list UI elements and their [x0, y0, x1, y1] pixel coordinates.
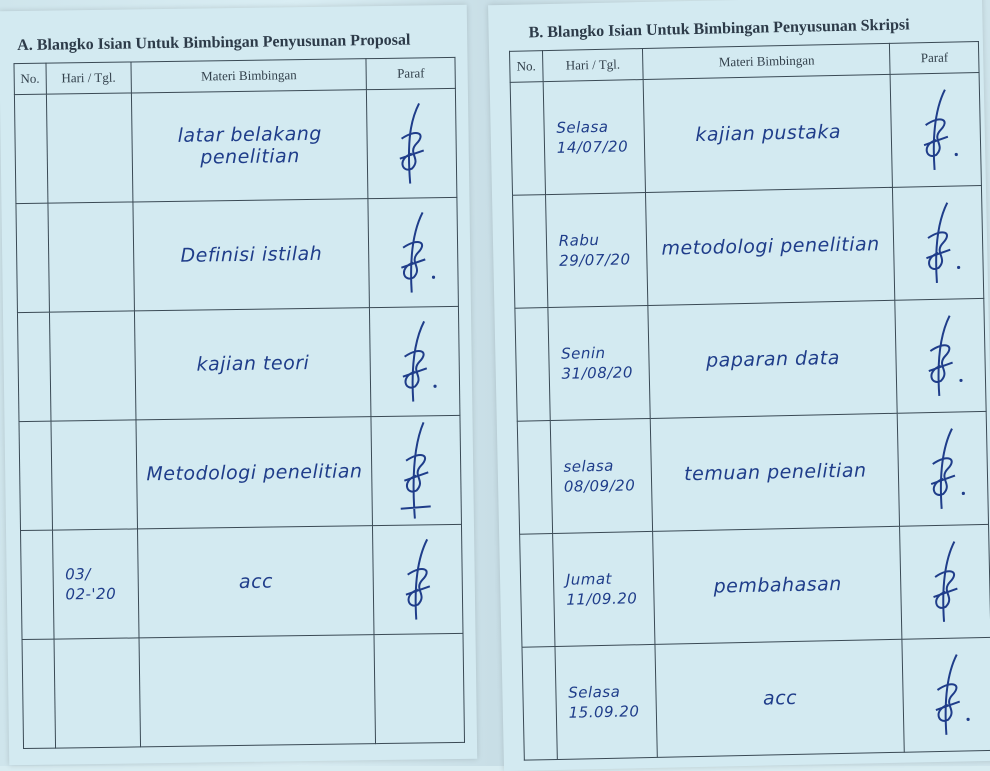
row-materi: acc — [138, 526, 375, 638]
table-row — [17, 306, 459, 421]
row-date — [52, 529, 139, 639]
row-date — [48, 202, 135, 312]
header-date: Hari / Tgl. — [542, 49, 643, 82]
signature-icon — [367, 88, 457, 198]
signature-icon — [370, 306, 460, 416]
row-date — [49, 311, 136, 421]
row-materi: Metodologi penelitian — [136, 417, 373, 529]
row-date — [555, 644, 658, 759]
row-date — [46, 93, 133, 203]
row-no — [21, 530, 54, 639]
row-date-line1: 03/ — [65, 564, 91, 584]
table-row — [21, 524, 463, 639]
row-materi: temuan penelitian — [651, 413, 900, 531]
row-date — [54, 638, 141, 748]
table-row — [515, 298, 986, 421]
header-paraf: Paraf — [890, 41, 979, 74]
row-materi: pembahasan — [653, 526, 902, 644]
table-row — [520, 524, 990, 647]
row-no — [22, 639, 55, 748]
row-no — [522, 647, 557, 761]
row-no — [17, 312, 50, 421]
header-no: No. — [510, 51, 543, 83]
row-materi: acc — [655, 639, 904, 757]
table-row — [510, 72, 981, 195]
row-materi: latar belakang penelitian — [132, 90, 369, 202]
table-row — [22, 633, 464, 748]
row-date — [550, 418, 653, 533]
row-materi — [139, 635, 376, 747]
row-no — [510, 82, 545, 196]
row-no — [513, 195, 548, 309]
row-date-line2: 31/08/20 — [561, 363, 634, 383]
row-materi: metodologi penelitian — [646, 187, 895, 305]
header-materi: Materi Bimbingan — [131, 59, 367, 93]
signature-icon — [371, 415, 461, 525]
row-date-line1: Selasa — [556, 117, 609, 137]
signature-icon — [893, 185, 984, 300]
skripsi-form-title: B. Blangko Isian Untuk Bimbingan Penyusunan Skripsi — [528, 16, 910, 42]
signature-icon — [895, 298, 986, 413]
row-no — [19, 421, 52, 530]
row-date-line2: 29/07/20 — [558, 250, 631, 270]
table-row — [19, 415, 461, 530]
table-row — [16, 197, 458, 312]
row-date-line2: 11/09.20 — [566, 589, 638, 609]
table-row — [14, 88, 456, 203]
row-date-line2: 14/07/20 — [556, 137, 629, 157]
row-no — [520, 534, 555, 648]
row-no — [16, 203, 49, 312]
header-materi: Materi Bimbingan — [643, 43, 891, 79]
row-materi: kajian teori — [135, 308, 372, 420]
header-paraf: Paraf — [366, 57, 455, 89]
row-date — [545, 192, 648, 307]
signature-icon — [368, 197, 458, 307]
skripsi-page — [488, 0, 990, 771]
row-date — [543, 80, 646, 195]
row-no — [515, 308, 550, 422]
table-row — [513, 185, 984, 308]
header-no: No. — [14, 63, 46, 94]
row-paraf-empty — [374, 633, 464, 743]
signature-icon — [900, 524, 990, 639]
table-row — [517, 411, 988, 534]
row-date-line2: 15.09.20 — [568, 702, 640, 722]
row-date-line1: Senin — [560, 343, 606, 363]
proposal-guidance-table — [13, 57, 465, 749]
row-date-line1: Rabu — [558, 230, 600, 250]
signature-icon — [902, 637, 990, 752]
row-date — [552, 531, 655, 646]
row-date-line1: Selasa — [568, 682, 621, 702]
row-date-line1: selasa — [563, 456, 615, 476]
row-date — [51, 420, 138, 530]
row-date-line2: 08/09/20 — [563, 476, 636, 496]
row-materi: kajian pustaka — [644, 74, 893, 192]
row-no — [14, 94, 47, 203]
row-materi: Definisi istilah — [133, 199, 370, 311]
row-materi: paparan data — [648, 300, 897, 418]
signature-icon — [898, 411, 989, 526]
row-date-line2: 02-'20 — [65, 584, 117, 604]
header-date: Hari / Tgl. — [46, 62, 132, 94]
table-row — [522, 637, 990, 760]
proposal-page — [0, 5, 477, 765]
proposal-form-title: A. Blangko Isian Untuk Bimbingan Penyusunan Proposal — [17, 31, 411, 55]
row-date-line1: Jumat — [565, 569, 613, 589]
row-date — [548, 305, 651, 420]
skripsi-guidance-table — [509, 41, 990, 761]
signature-icon — [891, 72, 982, 187]
row-no — [517, 421, 552, 535]
signature-icon — [373, 524, 463, 634]
